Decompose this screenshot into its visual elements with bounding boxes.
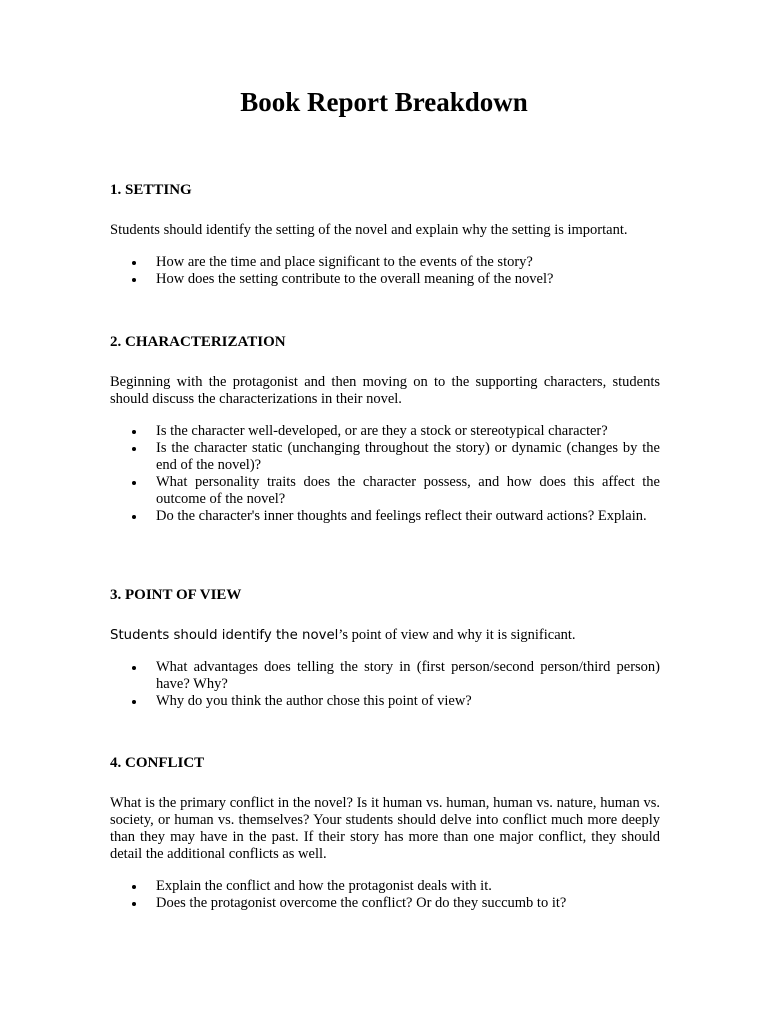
bullet-icon — [132, 902, 136, 906]
bullet-icon — [132, 261, 136, 265]
bullet-icon — [132, 515, 136, 519]
bullet-icon — [132, 885, 136, 889]
section-point-of-view — [110, 586, 660, 710]
section-conflict — [110, 754, 660, 912]
section-paragraph: Beginning with the protagonist and then moving on to the supporting characters, students should discuss the characterizations in their novel. — [110, 374, 660, 407]
list-item: Does the protagonist overcome the conflict? Or do they succumb to it? — [110, 895, 660, 912]
bullet-list — [110, 423, 660, 525]
bullet-list — [110, 878, 660, 912]
section-paragraph: Students should identify the novel’s point of view and why it is significant. — [110, 627, 576, 643]
bullet-icon — [132, 666, 136, 670]
section-heading: 4. CONFLICT — [110, 755, 205, 771]
list-item: Do the character's inner thoughts and feelings reflect their outward actions? Explain. — [110, 508, 660, 525]
section-paragraph: What is the primary conflict in the novel? Is it human vs. human, human vs. nature, human vs. society, or human vs. themselves? Your students should delve into conflict much more deeply than they may have in the past. If their story has more than one major conflict, they should detail the additional conflicts as well. — [110, 795, 660, 862]
list-item: Explain the conflict and how the protagonist deals with it. — [110, 878, 660, 895]
list-item: How are the time and place significant to the events of the story? — [110, 254, 660, 271]
document-title: Book Report Breakdown — [240, 87, 528, 117]
bullet-icon — [132, 700, 136, 704]
list-item: Why do you think the author chose this point of view? — [110, 693, 660, 710]
list-item: How does the setting contribute to the overall meaning of the novel? — [110, 271, 660, 288]
bullet-list — [110, 254, 660, 288]
bullet-icon — [132, 430, 136, 434]
section-setting — [110, 181, 660, 288]
list-item: What advantages does telling the story in (first person/second person/third person) have? Why? — [110, 659, 660, 693]
section-heading: 1. SETTING — [110, 182, 192, 198]
bullet-icon — [132, 278, 136, 282]
bullet-list — [110, 659, 660, 710]
bullet-icon — [132, 481, 136, 485]
list-item: Is the character static (unchanging throughout the story) or dynamic (changes by the end of the novel)? — [110, 440, 660, 474]
section-paragraph: Students should identify the setting of the novel and explain why the setting is important. — [110, 222, 628, 238]
bullet-icon — [132, 447, 136, 451]
section-characterization — [110, 333, 660, 525]
list-item: Is the character well-developed, or are they a stock or stereotypical character? — [110, 423, 660, 440]
section-heading: 2. CHARACTERIZATION — [110, 334, 286, 350]
list-item: What personality traits does the character possess, and how does this affect the outcome of the novel? — [110, 474, 660, 508]
section-heading: 3. POINT OF VIEW — [110, 587, 242, 603]
